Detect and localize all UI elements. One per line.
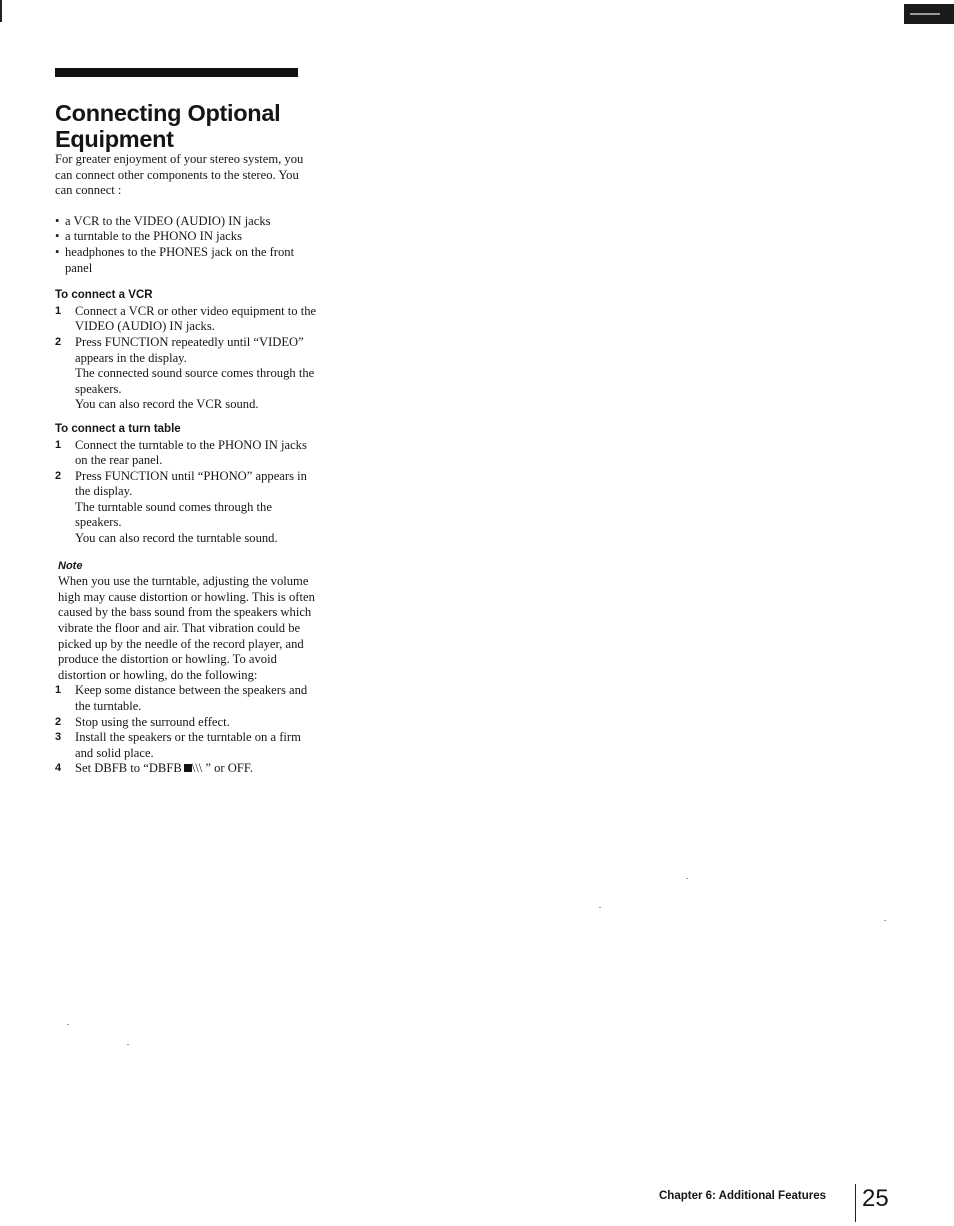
note-heading: Note <box>58 559 83 572</box>
step-text: You can also record the VCR sound. <box>75 397 259 412</box>
connect-list <box>55 214 317 276</box>
turntable-steps <box>55 438 317 547</box>
step-number: 4 <box>55 762 62 775</box>
scan-speck <box>599 907 601 908</box>
step-number: 2 <box>55 469 62 482</box>
turntable-heading: To connect a turn table <box>55 422 181 435</box>
step-text: \\\ ” or OFF. <box>191 761 253 776</box>
list-item: • a turntable to the PHONO IN jacks <box>55 229 317 245</box>
step-number: 1 <box>55 438 62 451</box>
step-item <box>55 715 317 731</box>
title-bar <box>55 68 298 77</box>
step-number: 1 <box>55 304 62 317</box>
step-text: Stop using the surround effect. <box>75 714 230 729</box>
step-text: Connect a VCR or other video equipment to the VIDEO (AUDIO) IN jacks. <box>75 303 317 334</box>
scan-speck <box>686 878 688 879</box>
step-text: Press FUNCTION repeatedly until “VIDEO” appears in the display. <box>75 334 304 365</box>
step-item <box>55 335 317 413</box>
step-text: The connected sound source comes through the speakers. <box>75 366 315 396</box>
step-item <box>55 761 317 777</box>
main-column <box>55 152 317 777</box>
step-text: Set DBFB to “DBFB <box>75 761 182 776</box>
page-number: 25 <box>862 1185 889 1212</box>
step-text: The turntable sound comes through the speakers. <box>75 499 272 530</box>
dbfb-level-icon <box>184 764 192 772</box>
list-item: • a VCR to the VIDEO (AUDIO) IN jacks <box>55 214 317 230</box>
step-text: Connect the turntable to the PHONO IN jacks on the rear panel. <box>75 437 307 468</box>
scan-speck <box>884 920 886 921</box>
step-item <box>55 438 317 469</box>
vcr-heading: To connect a VCR <box>55 289 153 302</box>
scan-speck <box>67 1024 69 1025</box>
step-number: 3 <box>55 731 62 744</box>
intro-paragraph: For greater enjoyment of your stereo system, you can connect other components to the stereo. You can connect : <box>55 152 304 198</box>
footer-divider <box>855 1184 856 1222</box>
step-number: 2 <box>55 335 62 348</box>
step-text: Keep some distance between the speakers and the turntable. <box>75 683 308 713</box>
scan-speck <box>127 1044 129 1045</box>
step-item <box>55 683 317 714</box>
note-body: When you use the turntable, adjusting the volume high may cause distortion or howling. This is often caused by the bass sound from the speakers which vibrate the floor and air. That vibration could be picked up by the needle of the record player, and produce the distortion or howling. To avoid distortion or howling, do the following: <box>58 574 315 682</box>
step-item <box>55 469 317 547</box>
chapter-footer: Chapter 6: Additional Features <box>659 1190 826 1202</box>
step-text: Install the speakers or the turntable on a firm and solid place. <box>75 730 301 760</box>
step-text: Press FUNCTION until “PHONO” appears in the display. <box>75 468 307 499</box>
left-edge-rule <box>0 0 2 22</box>
vcr-steps <box>55 304 317 413</box>
step-number: 1 <box>55 684 62 697</box>
list-item: • headphones to the PHONES jack on the front panel <box>55 245 317 276</box>
note-steps <box>55 683 317 777</box>
page-title: Connecting Optional Equipment <box>55 99 281 152</box>
step-item <box>55 730 317 761</box>
step-number: 2 <box>55 715 62 728</box>
step-item <box>55 304 317 335</box>
step-text: You can also record the turntable sound. <box>75 531 278 546</box>
chapter-edge-tab <box>904 4 954 24</box>
